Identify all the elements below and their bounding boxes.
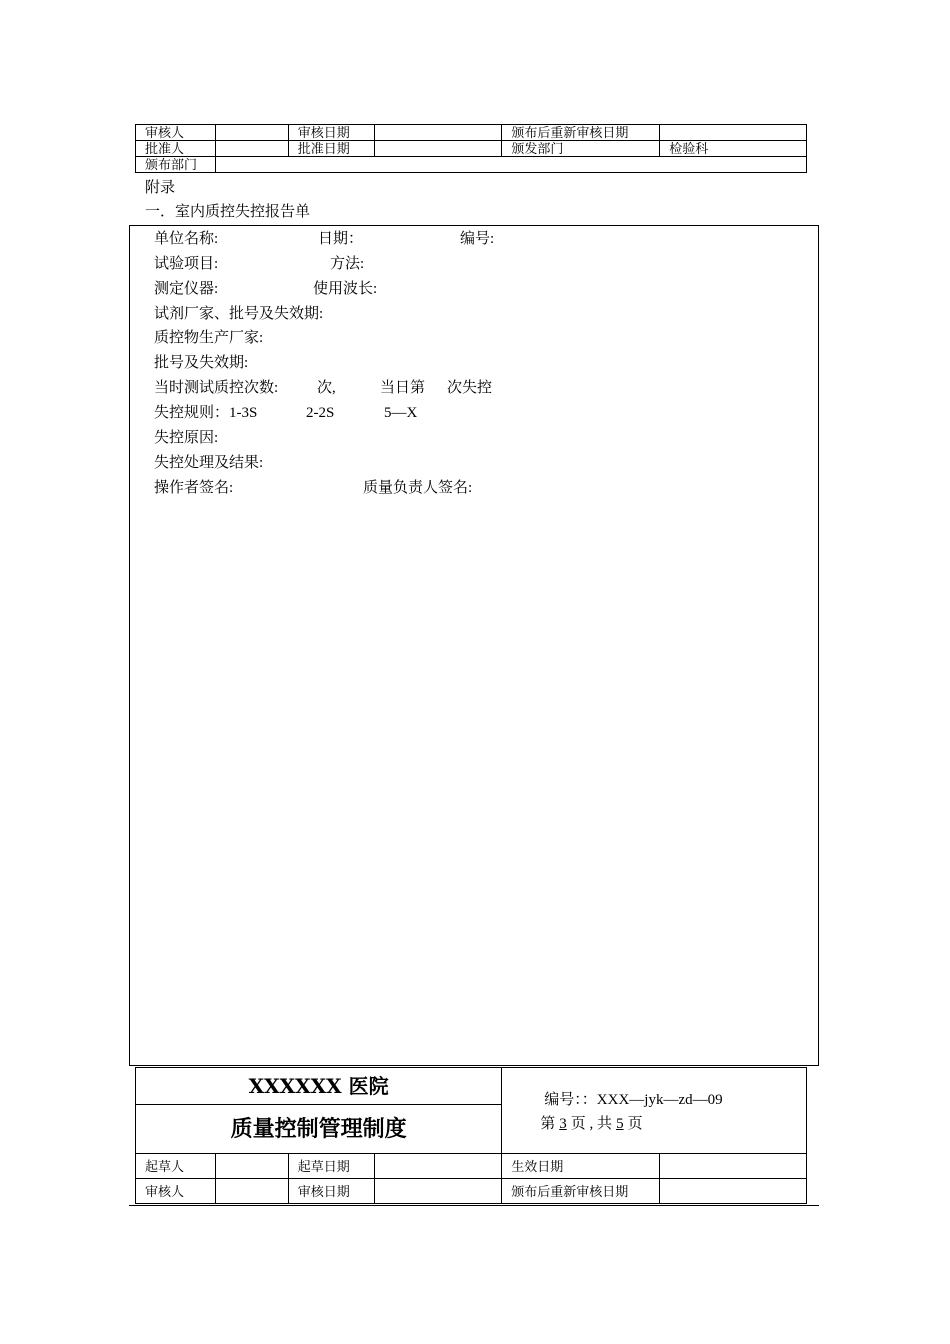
approver-label: 批准人 bbox=[136, 141, 216, 157]
reviewer-value bbox=[215, 125, 288, 141]
drafter-label: 起草人 bbox=[136, 1154, 216, 1179]
re-review-date-label: 颁布后重新审核日期 bbox=[502, 125, 660, 141]
date-label: 日期： bbox=[318, 231, 364, 247]
approve-date-value bbox=[374, 141, 502, 157]
out-of-control-report-form bbox=[129, 225, 819, 1066]
appendix-heading: 附录 bbox=[145, 180, 176, 196]
hospital-name: XXXXXX 医院 bbox=[136, 1068, 502, 1105]
table-row bbox=[136, 141, 807, 157]
section-title: 一．室内质控失控报告单 bbox=[145, 204, 311, 220]
re-review-date-value bbox=[660, 1179, 807, 1204]
re-review-date-label: 颁布后重新审核日期 bbox=[502, 1179, 660, 1204]
qc-manager-sign-label: 质量负责人签名: bbox=[363, 480, 473, 496]
rule-2: 2-2S bbox=[306, 405, 335, 421]
doc-code: 编号：：XXX—jyk—zd—09 bbox=[544, 1092, 723, 1108]
table-row bbox=[136, 1154, 807, 1179]
page-total: 5 bbox=[616, 1116, 624, 1132]
publish-dept-value bbox=[215, 157, 806, 173]
draft-date-value bbox=[374, 1154, 502, 1179]
review-date-value bbox=[374, 125, 502, 141]
operator-sign-label: 操作者签名: bbox=[154, 480, 234, 496]
footer-header-table bbox=[135, 1067, 807, 1204]
effective-date-value bbox=[660, 1154, 807, 1179]
bottom-divider bbox=[129, 1205, 819, 1206]
page-mid: 页 , 共 bbox=[570, 1116, 613, 1132]
issuing-dept-value: 检验科 bbox=[660, 141, 807, 157]
document-title: 质量控制管理制度 bbox=[136, 1105, 502, 1154]
table-row bbox=[136, 1179, 807, 1204]
approver-value bbox=[215, 141, 288, 157]
today-nth-label: 当日第 bbox=[380, 380, 426, 396]
nth-outofcontrol-label: 次失控 bbox=[447, 380, 493, 396]
lot-expiry-label: 批号及失效期: bbox=[154, 355, 249, 371]
unit-name-label: 单位名称: bbox=[154, 231, 219, 247]
test-item-label: 试验项目: bbox=[154, 256, 219, 272]
reason-label: 失控原因: bbox=[154, 430, 219, 446]
reviewer-label: 审核人 bbox=[136, 1179, 216, 1204]
table-row bbox=[136, 157, 807, 173]
effective-date-label: 生效日期 bbox=[502, 1154, 660, 1179]
reviewer-value bbox=[215, 1179, 288, 1204]
review-date-label: 审核日期 bbox=[288, 1179, 374, 1204]
instrument-label: 测定仪器: bbox=[154, 281, 219, 297]
page-prefix: 第 bbox=[540, 1116, 556, 1132]
table-row bbox=[136, 1068, 807, 1105]
handling-label: 失控处理及结果: bbox=[154, 455, 264, 471]
test-count-label: 当时测试质控次数: bbox=[154, 380, 279, 396]
draft-date-label: 起草日期 bbox=[288, 1154, 374, 1179]
review-date-label: 审核日期 bbox=[288, 125, 374, 141]
reviewer-label: 审核人 bbox=[136, 125, 216, 141]
approve-date-label: 批准日期 bbox=[288, 141, 374, 157]
doc-meta bbox=[502, 1068, 807, 1154]
review-date-value bbox=[374, 1179, 502, 1204]
method-label: 方法: bbox=[330, 256, 365, 272]
issuing-dept-label: 颁发部门 bbox=[502, 141, 660, 157]
table-row bbox=[136, 125, 807, 141]
top-approval-table bbox=[135, 124, 807, 173]
re-review-date-value bbox=[660, 125, 807, 141]
reagent-label: 试剂厂家、批号及失效期: bbox=[154, 306, 324, 322]
qc-maker-label: 质控物生产厂家: bbox=[154, 330, 264, 346]
times-label: 次, bbox=[317, 380, 336, 396]
number-label: 编号: bbox=[460, 231, 495, 247]
rule-3: 5—X bbox=[384, 405, 418, 421]
page-current: 3 bbox=[559, 1116, 567, 1132]
page-info bbox=[540, 1112, 806, 1136]
rules-label: 失控规则：1-3S bbox=[154, 405, 258, 421]
publish-dept-label: 颁布部门 bbox=[136, 157, 216, 173]
drafter-value bbox=[215, 1154, 288, 1179]
page-suffix: 页 bbox=[627, 1116, 643, 1132]
wavelength-label: 使用波长: bbox=[313, 281, 378, 297]
